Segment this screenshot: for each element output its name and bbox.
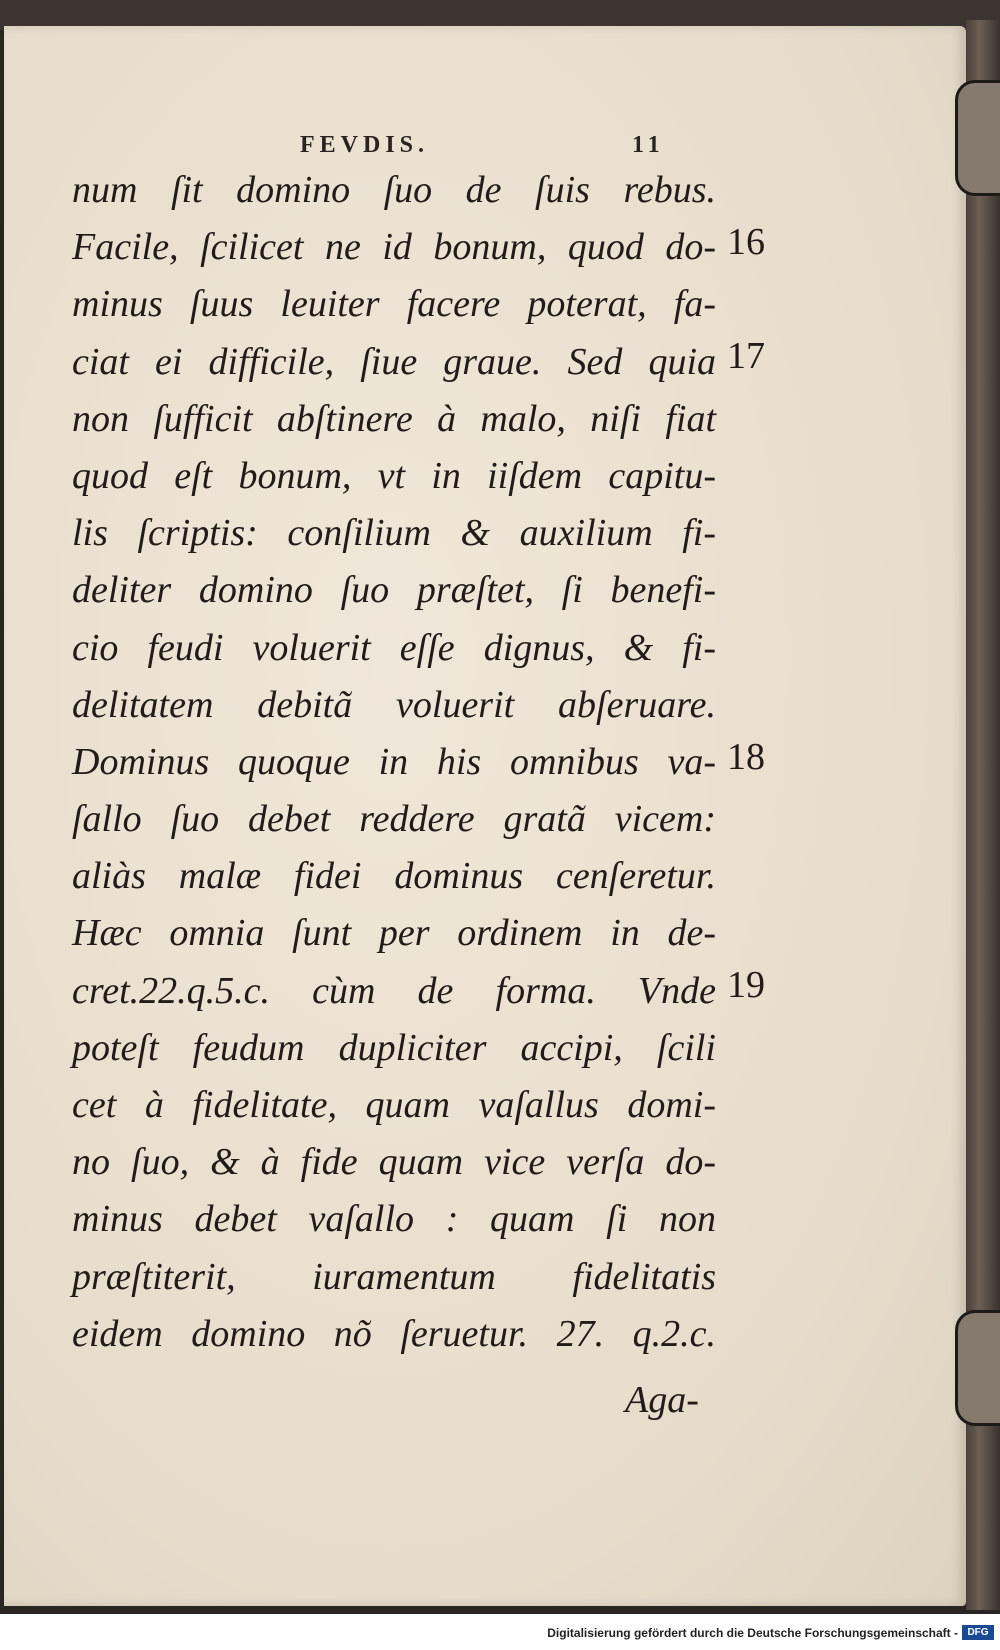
text-line: deliter domino ſuo præſtet, ſi benefi- [72,569,716,612]
catchword: Aga- [625,1379,699,1421]
text-line: quod eſt bonum, vt in iiſdem capitu- [72,454,716,497]
text-line: Dominus quoque in his omnibus va- [72,740,716,783]
margin-number: 16 [727,221,765,263]
text-line: no ſuo, & à fide quam vice verſa do- [72,1141,716,1184]
margin-number: 18 [727,736,765,778]
text-line: poteſt feudum dupliciter accipi, ſcili [72,1026,716,1069]
text-line: minus ſuus leuiter facere poterat, fa- [72,283,716,326]
text-line: aliàs malæ fidei dominus cenſeretur. [72,855,716,898]
dfg-logo: DFG [962,1625,994,1640]
text-line: cet à fidelitate, quam vaſallus domi- [72,1084,716,1126]
text-line: minus debet vaſallo : quam ſi non [72,1198,716,1241]
running-title: FEVDIS. [300,132,430,158]
text-line: delitatem debitã voluerit abſeruare. [72,683,716,726]
text-line: præſtiterit, iuramentum fidelitatis [72,1255,716,1298]
text-line: num ſit domino ſuo de ſuis rebus. [72,169,716,211]
text-line: eidem domino nõ ſeruetur. 27. q.2.c. [72,1312,716,1355]
body-text [72,162,716,1363]
clasp-bottom [955,1310,1000,1426]
margin-number: 19 [727,964,765,1006]
text-line: Hæc omnia ſunt per ordinem in de- [72,912,716,955]
clasp-top [955,80,1000,196]
margin-number: 17 [727,335,765,377]
text-line: Facile, ſcilicet ne id bonum, quod do- [72,226,716,269]
text-line: lis ſcriptis: conſilium & auxilium fi- [72,512,716,555]
page-number: 11 [632,132,665,158]
text-line: cret.22.q.5.c. cùm de forma. Vnde [72,969,716,1012]
text-line: ſallo ſuo debet reddere gratã vicem: [72,798,716,841]
text-line: ciat ei difficile, ſiue graue. Sed quia [72,340,716,383]
footer-credit-bar [0,1614,1000,1650]
text-line: non ſufficit abſtinere à malo, niſi fiat [72,397,716,440]
text-line: cio feudi voluerit eſſe dignus, & fi- [72,626,716,669]
footer-credit-text: Digitalisierung gefördert durch die Deutsche Forschungsgemeinschaft - [547,1626,958,1640]
